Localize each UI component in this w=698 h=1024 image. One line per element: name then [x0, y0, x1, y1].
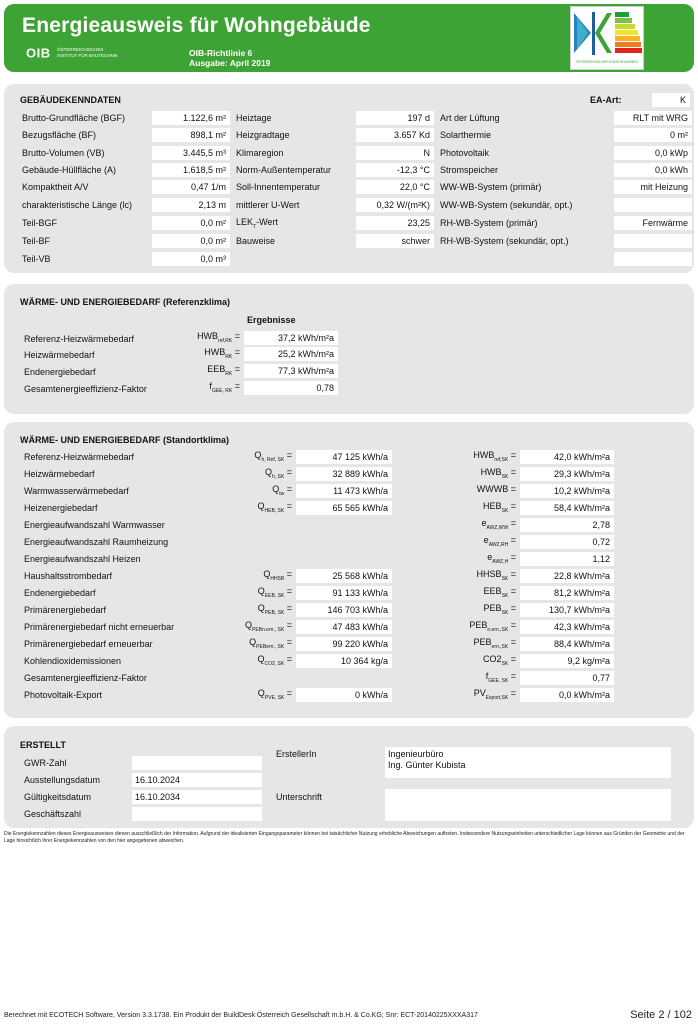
- ww-primaer-label: WW-WB-System (primär): [440, 182, 542, 192]
- standort-row-symbol-spec: $PEB_{ern.,SK}$ =: [473, 637, 516, 650]
- char-laenge-value: 2,13 m: [152, 198, 230, 212]
- standort-row-label: Energieaufwandszahl Warmwasser: [24, 520, 165, 530]
- standort-row-symbol-abs: $Q_{CO2, SK}$ =: [257, 654, 292, 667]
- standort-row-symbol-spec: $e_{AWZ,RH}$ =: [483, 535, 516, 548]
- lueftung-label: Art der Lüftung: [440, 113, 500, 123]
- standort-row-label: Heizenergiebedarf: [24, 503, 98, 513]
- klimaregion-label: Klimaregion: [236, 148, 284, 158]
- klimaregion-value: N: [356, 146, 434, 160]
- lek-value: 23,25: [356, 216, 434, 230]
- standort-row-symbol-abs: $Q_{PEBern., SK}$ =: [249, 637, 292, 650]
- vb-label: Brutto-Volumen (VB): [22, 148, 105, 158]
- bgf-label: Brutto-Grundfläche (BGF): [22, 113, 126, 123]
- geschaeftszahl-label: Geschäftszahl: [24, 809, 82, 819]
- rh-primaer-label: RH-WB-System (primär): [440, 218, 538, 228]
- erstellerin-line1: Ingenieurbüro: [388, 749, 444, 759]
- oib-logo-short: OIB: [26, 45, 51, 61]
- standort-row-value-spec: 0,0 kWh/m²a: [520, 688, 614, 702]
- standort-row-value-abs: 0 kWh/a: [296, 688, 392, 702]
- referenzklima-panel: [4, 284, 694, 414]
- bf-label: Bezugsfläche (BF): [22, 130, 97, 140]
- erstellerin-line2: Ing. Günter Kubista: [388, 760, 466, 770]
- oib-logo: [26, 44, 118, 62]
- heiztage-value: 197 d: [356, 111, 434, 125]
- page-title: Energieausweis für Wohngebäude: [22, 14, 371, 37]
- ref-hwb-symbol: $HWB_{ref,RK}$ =: [197, 331, 240, 344]
- standort-row-value-abs: 99 220 kWh/a: [296, 637, 392, 651]
- norm-aussentemp-value: -12,3 °C: [356, 163, 434, 177]
- teil-bf-label: Teil-BF: [22, 236, 51, 246]
- standort-row-value-spec: 22,8 kWh/m²a: [520, 569, 614, 583]
- bauweise-value: schwer: [356, 234, 434, 248]
- stromspeicher-label: Stromspeicher: [440, 165, 499, 175]
- fgee-rk-label: Gesamtenergieeffizienz-Faktor: [24, 384, 147, 394]
- standort-row-value-spec: 0,72: [520, 535, 614, 549]
- standort-row-value-spec: 88,4 kWh/m²a: [520, 637, 614, 651]
- standort-row-label: Primärenergiebedarf nicht erneuerbar: [24, 622, 175, 632]
- hwb-rk-label: Heizwärmebedarf: [24, 350, 95, 360]
- eeb-rk-symbol: $EEB_{RK}$ =: [207, 364, 240, 377]
- gwr-value: [132, 756, 262, 770]
- standort-row-label: Primärenergiebedarf erneuerbar: [24, 639, 153, 649]
- empty-value-box: [614, 252, 692, 266]
- standort-row-value-spec: 42,0 kWh/m²a: [520, 450, 614, 464]
- standort-row-value-abs: 11 473 kWh/a: [296, 484, 392, 498]
- huellflaeche-value: 1.618,5 m²: [152, 163, 230, 177]
- standort-row-label: Endenergiebedarf: [24, 588, 96, 598]
- erstellt-title: ERSTELLT: [20, 740, 66, 750]
- standort-row-symbol-spec: $EEB_{SK}$ =: [483, 586, 516, 599]
- standort-row-value-abs: 65 565 kWh/a: [296, 501, 392, 515]
- teil-bgf-value: 0,0 m²: [152, 216, 230, 230]
- footer-text: Berechnet mit ECOTECH Software, Version 3.3.1738. Ein Produkt der BuildDesk Österreich Gesellschaft m.b.H. & Co.KG; Snr: ECT-20140225XXXA317: [4, 1012, 478, 1019]
- standort-row-value-spec: 10,2 kWh/m²a: [520, 484, 614, 498]
- soll-innentemp-label: Soll-Innentemperatur: [236, 182, 321, 192]
- standort-row-symbol-spec: $CO2_{SK}$ =: [483, 654, 516, 667]
- unterschrift-label: Unterschrift: [276, 792, 323, 802]
- gebaeudekenndaten-title: GEBÄUDEKENNDATEN: [20, 95, 121, 105]
- standort-row-value-abs: 47 125 kWh/a: [296, 450, 392, 464]
- standort-row-symbol-spec: $e_{AWZ,WW}$ =: [481, 518, 516, 531]
- standort-row-value-abs: 91 133 kWh/a: [296, 586, 392, 600]
- fgee-rk-value: 0,78: [244, 381, 338, 395]
- standort-row-symbol-abs: $Q_{h, SK}$ =: [264, 467, 292, 480]
- standort-row-symbol-abs: $Q_{PEBn.ern., SK}$ =: [244, 620, 292, 633]
- lek-label: $LEK_T$-Wert: [236, 217, 278, 230]
- kompaktheit-value: 0,47 1/m: [152, 180, 230, 194]
- standort-row-symbol-abs: $Q_{EEB, SK}$ =: [257, 586, 292, 599]
- standort-row-value-abs: 47 483 kWh/a: [296, 620, 392, 634]
- u-wert-value: 0,32 W/(m²K): [356, 198, 434, 212]
- erstellerin-box: [385, 747, 671, 778]
- photovoltaik-value: 0,0 kWp: [614, 146, 692, 160]
- standort-row-label: Gesamtenergieeffizienz-Faktor: [24, 673, 147, 683]
- eeb-rk-label: Endenergiebedarf: [24, 367, 96, 377]
- standort-row-symbol-spec: $PEB_{SK}$ =: [483, 603, 516, 616]
- logo-caption: ÖSTERREICHISCHER ENERGIEAUSWEIS: [575, 60, 639, 64]
- standort-row-symbol-spec: $PEB_{n.ern.,SK}$ =: [469, 620, 516, 633]
- standort-row-label: Photovoltaik-Export: [24, 690, 103, 700]
- bf-value: 898,1 m²: [152, 128, 230, 142]
- richtlinie-info: [189, 48, 270, 68]
- teil-bf-value: 0,0 m²: [152, 234, 230, 248]
- referenzklima-title: WÄRME- UND ENERGIEBEDARF (Referenzklima): [20, 297, 231, 307]
- standort-row-value-spec: 9,2 kg/m²a: [520, 654, 614, 668]
- bauweise-label: Bauweise: [236, 236, 276, 246]
- standort-row-symbol-spec: $HEB_{SK}$ =: [483, 501, 516, 514]
- erstellerin-label: ErstellerIn: [276, 749, 317, 759]
- standortklima-panel: [4, 422, 694, 718]
- standort-row-value-abs: 32 889 kWh/a: [296, 467, 392, 481]
- teil-vb-label: Teil-VB: [22, 254, 51, 264]
- oib-logo-line1: ÖSTERREICHISCHES: [57, 47, 104, 53]
- ea-art-label: EA-Art:: [590, 95, 622, 105]
- standort-row-value-spec: 130,7 kWh/m²a: [520, 603, 614, 617]
- hwb-rk-symbol: $HWB_{RK}$ =: [204, 347, 240, 360]
- standort-row-label: Warmwasserwärmebedarf: [24, 486, 129, 496]
- heiztage-label: Heiztage: [236, 113, 272, 123]
- standort-row-symbol-abs: $Q_{h, Ref, SK}$ =: [254, 450, 292, 463]
- standort-row-value-spec: 0,77: [520, 671, 614, 685]
- standort-row-symbol-abs: $Q_{PEB, SK}$ =: [257, 603, 292, 616]
- solarthermie-value: 0 m²: [614, 128, 692, 142]
- ww-sekundaer-value: [614, 198, 692, 212]
- gueltigkeitsdatum-label: Gültigkeitsdatum: [24, 792, 92, 802]
- char-laenge-label: charakteristische Länge (lc): [22, 200, 133, 210]
- standort-row-value-spec: 42,3 kWh/m²a: [520, 620, 614, 634]
- standort-row-label: Energieaufwandszahl Raumheizung: [24, 537, 169, 547]
- standort-row-value-abs: 25 568 kWh/a: [296, 569, 392, 583]
- standort-row-value-spec: 81,2 kWh/m²a: [520, 586, 614, 600]
- u-wert-label: mittlerer U-Wert: [236, 200, 300, 210]
- heizgradtage-label: Heizgradtage: [236, 130, 290, 140]
- unterschrift-box: [385, 789, 671, 821]
- ergebnisse-heading: Ergebnisse: [247, 315, 296, 325]
- standort-row-symbol-abs: $Q_{HHSB}$ =: [263, 569, 292, 582]
- solarthermie-label: Solarthermie: [440, 130, 492, 140]
- ww-sekundaer-label: WW-WB-System (sekundär, opt.): [440, 200, 573, 210]
- standort-row-value-spec: 2,78: [520, 518, 614, 532]
- ref-hwb-value: 37,2 kWh/m²a: [244, 331, 338, 345]
- gebaeudekenndaten-panel: [4, 84, 694, 273]
- standort-row-symbol-spec: $PV_{Export,SK}$ =: [473, 688, 516, 701]
- geschaeftszahl-value: [132, 807, 262, 821]
- richtlinie-label: OIB-Richtlinie 6: [189, 48, 253, 58]
- standort-row-symbol-spec: $e_{AWZ,H}$ =: [487, 552, 516, 565]
- rh-sekundaer-label: RH-WB-System (sekundär, opt.): [440, 236, 569, 246]
- rh-sekundaer-value: [614, 234, 692, 248]
- teil-vb-value: 0,0 m³: [152, 252, 230, 266]
- stromspeicher-value: 0,0 kWh: [614, 163, 692, 177]
- standort-row-symbol-abs: $Q_{PVE, SK}$ =: [257, 688, 292, 701]
- standort-row-value-spec: 58,4 kWh/m²a: [520, 501, 614, 515]
- ref-hwb-label: Referenz-Heizwärmebedarf: [24, 334, 135, 344]
- standort-row-label: Haushaltsstrombedarf: [24, 571, 113, 581]
- ausstellungsdatum-label: Ausstellungsdatum: [24, 775, 101, 785]
- huellflaeche-label: Gebäude-Hüllfläche (A): [22, 165, 117, 175]
- bgf-value: 1.122,6 m²: [152, 111, 230, 125]
- norm-aussentemp-label: Norm-Außentemperatur: [236, 165, 332, 175]
- disclaimer-text: Die Energiekennzahlen dieses Energieausweises dienen ausschließlich der Information. Aufgrund der idealisierten Eingangsparameter können bei tatsächlicher Nutzung erhebliche Abweichungen auftreten. Insbesondere Nutzungseinheiten unterschiedlicher Lage können aus Gründen der Geometrie und der Lage hinsichtlich ihrer Energiekennzahlen von den hier angegebenen abweichen.: [4, 831, 685, 844]
- heizgradtage-value: 3.657 Kd: [356, 128, 434, 142]
- oib-logo-line2: INSTITUT FÜR BAUTECHNIK: [57, 52, 118, 58]
- standort-row-label: Referenz-Heizwärmebedarf: [24, 452, 135, 462]
- page-number: Seite 2 / 102: [630, 1009, 692, 1021]
- eeb-rk-value: 77,3 kWh/m²a: [244, 364, 338, 378]
- standort-row-symbol-spec: $f_{GEE, SK}$ =: [485, 671, 516, 684]
- lueftung-value: RLT mit WRG: [614, 111, 692, 125]
- ww-primaer-value: mit Heizung: [614, 180, 692, 194]
- vb-value: 3.445,5 m³: [152, 146, 230, 160]
- gwr-label: GWR-Zahl: [24, 758, 67, 768]
- energieausweis-logo: [570, 6, 644, 70]
- photovoltaik-label: Photovoltaik: [440, 148, 490, 158]
- standort-row-symbol-spec: $HWB_{ref,SK}$ =: [473, 450, 516, 463]
- standort-row-value-abs: 10 364 kg/a: [296, 654, 392, 668]
- soll-innentemp-value: 22,0 °C: [356, 180, 434, 194]
- standort-row-symbol-spec: $HHSB_{SK}$ =: [476, 569, 516, 582]
- standort-row-label: Energieaufwandszahl Heizen: [24, 554, 141, 564]
- standort-row-symbol-abs: $Q_{tw}$ =: [272, 484, 292, 497]
- standort-row-symbol-spec: $HWB_{SK}$ =: [480, 467, 516, 480]
- hwb-rk-value: 25,2 kWh/m²a: [244, 347, 338, 361]
- standort-row-symbol-spec: WWWB =: [476, 484, 516, 494]
- gueltigkeitsdatum-value: 16.10.2034: [132, 790, 262, 804]
- kompaktheit-label: Kompaktheit A/V: [22, 182, 89, 192]
- standort-row-value-abs: 146 703 kWh/a: [296, 603, 392, 617]
- erstellt-panel: [4, 726, 694, 828]
- rh-primaer-value: Fernwärme: [614, 216, 692, 230]
- standort-row-value-spec: 1,12: [520, 552, 614, 566]
- standort-row-label: Heizwärmebedarf: [24, 469, 95, 479]
- standortklima-title: WÄRME- UND ENERGIEBEDARF (Standortklima): [20, 435, 230, 445]
- ea-art-value: K: [652, 93, 690, 107]
- standort-row-symbol-abs: $Q_{HEB, SK}$ =: [257, 501, 292, 514]
- teil-bgf-label: Teil-BGF: [22, 218, 58, 228]
- ausgabe-label: Ausgabe: April 2019: [189, 58, 271, 68]
- fgee-rk-symbol: $f_{GEE, RK}$ =: [209, 381, 240, 394]
- ausstellungsdatum-value: 16.10.2024: [132, 773, 262, 787]
- standort-row-label: Kohlendioxidemissionen: [24, 656, 122, 666]
- standort-row-label: Primärenergiebedarf: [24, 605, 107, 615]
- standort-row-value-spec: 29,3 kWh/m²a: [520, 467, 614, 481]
